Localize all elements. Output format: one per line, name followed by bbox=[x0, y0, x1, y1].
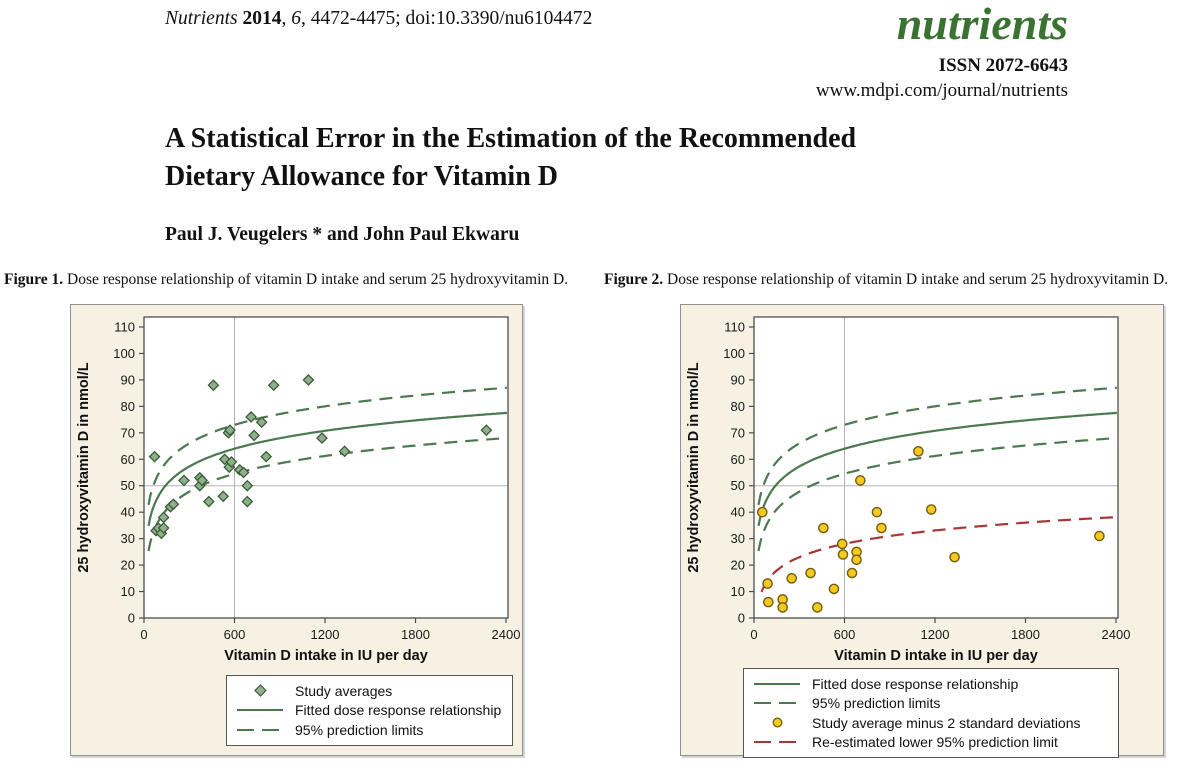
article-title-line-2: Dietary Allowance for Vitamin D bbox=[165, 160, 558, 192]
data-point-circle bbox=[819, 523, 828, 532]
y-tick-label: 90 bbox=[730, 372, 745, 388]
x-tick-label: 1200 bbox=[920, 627, 950, 642]
data-point-circle bbox=[838, 550, 847, 559]
y-tick-label: 80 bbox=[120, 398, 135, 414]
y-tick-label: 0 bbox=[737, 610, 745, 626]
data-point-circle bbox=[872, 508, 881, 517]
x-tick-label: 2400 bbox=[491, 627, 521, 642]
y-axis-title: 25 hydroxyvitamin D in nmol/L bbox=[686, 362, 702, 573]
y-tick-label: 0 bbox=[127, 610, 135, 626]
legend-entry bbox=[235, 701, 504, 721]
x-tick-label: 0 bbox=[140, 627, 148, 642]
citation-year: 2014 bbox=[242, 8, 282, 29]
legend-label: Study averages bbox=[295, 682, 393, 699]
dashed-line-icon bbox=[235, 729, 285, 731]
circle-marker-icon bbox=[752, 716, 802, 729]
legend-label: 95% prediction limits bbox=[295, 721, 424, 738]
figure-1-caption-text: Dose response relationship of vitamin D intake and serum 25 hydroxyvitamin D. bbox=[63, 271, 569, 288]
x-tick-label: 1200 bbox=[310, 627, 340, 642]
x-tick-label: 0 bbox=[750, 627, 758, 642]
legend-label: 95% prediction limits bbox=[812, 695, 941, 712]
data-point-circle bbox=[763, 579, 772, 588]
figure-2-caption-label: Figure 2. bbox=[604, 271, 664, 288]
data-point-circle bbox=[856, 476, 865, 485]
y-tick-label: 70 bbox=[730, 425, 745, 441]
x-tick-label: 600 bbox=[833, 627, 856, 642]
y-tick-label: 40 bbox=[120, 504, 135, 520]
y-tick-label: 30 bbox=[730, 531, 745, 547]
y-axis-title: 25 hydroxyvitamin D in nmol/L bbox=[76, 362, 92, 573]
x-axis-title: Vitamin D intake in IU per day bbox=[224, 648, 428, 664]
figure-1-caption-label: Figure 1. bbox=[4, 271, 64, 288]
data-point-circle bbox=[829, 584, 838, 593]
legend-label: Study average minus 2 standard deviations bbox=[812, 714, 1081, 731]
data-point-circle bbox=[927, 505, 936, 514]
solid-line-icon bbox=[752, 683, 802, 685]
y-tick-label: 40 bbox=[730, 504, 745, 520]
legend-label: Fitted dose response relationship bbox=[295, 702, 502, 719]
legend-label: Fitted dose response relationship bbox=[812, 675, 1019, 692]
y-tick-label: 80 bbox=[730, 398, 745, 414]
journal-website: www.mdpi.com/journal/nutrients bbox=[815, 80, 1068, 102]
journal-citation: Nutrients 2014, 6, 4472-4475; doi:10.3390/nu6104472 bbox=[165, 8, 593, 29]
dashed-line-icon bbox=[752, 741, 802, 743]
article-title bbox=[165, 120, 1045, 195]
y-tick-label: 110 bbox=[724, 319, 745, 335]
figure-2-plot bbox=[681, 305, 1131, 665]
dashed-line-icon bbox=[752, 702, 802, 704]
data-point-circle bbox=[778, 603, 787, 612]
data-point-circle bbox=[852, 555, 861, 564]
figure-2-caption bbox=[604, 271, 1200, 289]
data-point-circle bbox=[764, 598, 773, 607]
citation-pages-doi: , 4472-4475; doi:10.3390/nu6104472 bbox=[300, 8, 593, 29]
data-point-circle bbox=[806, 568, 815, 577]
y-tick-label: 60 bbox=[120, 451, 135, 467]
journal-name: Nutrients bbox=[165, 8, 243, 29]
y-tick-label: 70 bbox=[120, 425, 135, 441]
x-tick-label: 1800 bbox=[401, 627, 430, 642]
plot-area bbox=[144, 317, 508, 618]
y-tick-label: 20 bbox=[730, 557, 745, 573]
y-tick-label: 10 bbox=[120, 584, 135, 600]
x-tick-label: 600 bbox=[223, 627, 246, 642]
y-tick-label: 10 bbox=[730, 584, 745, 600]
figure-2-legend bbox=[743, 668, 1119, 758]
figure-1-legend bbox=[226, 675, 513, 746]
data-point-circle bbox=[1095, 531, 1104, 540]
legend-entry bbox=[752, 733, 1110, 753]
figure-1-panel bbox=[70, 304, 523, 756]
legend-entry bbox=[752, 674, 1110, 694]
y-tick-label: 50 bbox=[730, 478, 745, 494]
data-point-circle bbox=[787, 574, 796, 583]
solid-line-icon bbox=[235, 709, 285, 711]
y-tick-label: 110 bbox=[114, 319, 135, 335]
legend-label: Re-estimated lower 95% prediction limit bbox=[812, 734, 1058, 751]
journal-masthead bbox=[816, 0, 1068, 102]
legend-entry bbox=[235, 681, 504, 701]
data-point-circle bbox=[950, 553, 959, 562]
legend-entry bbox=[752, 713, 1110, 733]
y-tick-label: 50 bbox=[120, 478, 135, 494]
x-tick-label: 1800 bbox=[1011, 627, 1040, 642]
nutrients-logo: nutrients bbox=[896, 0, 1068, 49]
figure-1-caption bbox=[4, 271, 600, 289]
data-point-circle bbox=[758, 508, 767, 517]
x-axis-title: Vitamin D intake in IU per day bbox=[834, 648, 1038, 664]
x-tick-label: 2400 bbox=[1101, 627, 1131, 642]
y-tick-label: 100 bbox=[113, 345, 135, 361]
data-point-circle bbox=[813, 603, 822, 612]
y-tick-label: 60 bbox=[730, 451, 745, 467]
author-list: Paul J. Veugelers * and John Paul Ekwaru bbox=[165, 224, 520, 245]
article-title-line-1: A Statistical Error in the Estimation of the Recommended bbox=[165, 123, 857, 154]
data-point-circle bbox=[877, 523, 886, 532]
y-tick-label: 20 bbox=[120, 557, 135, 573]
diamond-marker-icon bbox=[235, 684, 285, 697]
figure-2-caption-text: Dose response relationship of vitamin D intake and serum 25 hydroxyvitamin D. bbox=[663, 271, 1169, 288]
figure-1-plot bbox=[71, 305, 521, 665]
issn-number: ISSN 2072-6643 bbox=[938, 55, 1068, 77]
y-tick-label: 100 bbox=[723, 345, 745, 361]
data-point-circle bbox=[838, 539, 847, 548]
legend-entry bbox=[752, 694, 1110, 714]
legend-entry bbox=[235, 720, 504, 740]
y-tick-label: 90 bbox=[120, 372, 135, 388]
citation-volume: 6 bbox=[291, 8, 301, 29]
figure-2-panel bbox=[680, 304, 1164, 756]
data-point-circle bbox=[914, 447, 923, 456]
y-tick-label: 30 bbox=[120, 531, 135, 547]
data-point-circle bbox=[847, 568, 856, 577]
